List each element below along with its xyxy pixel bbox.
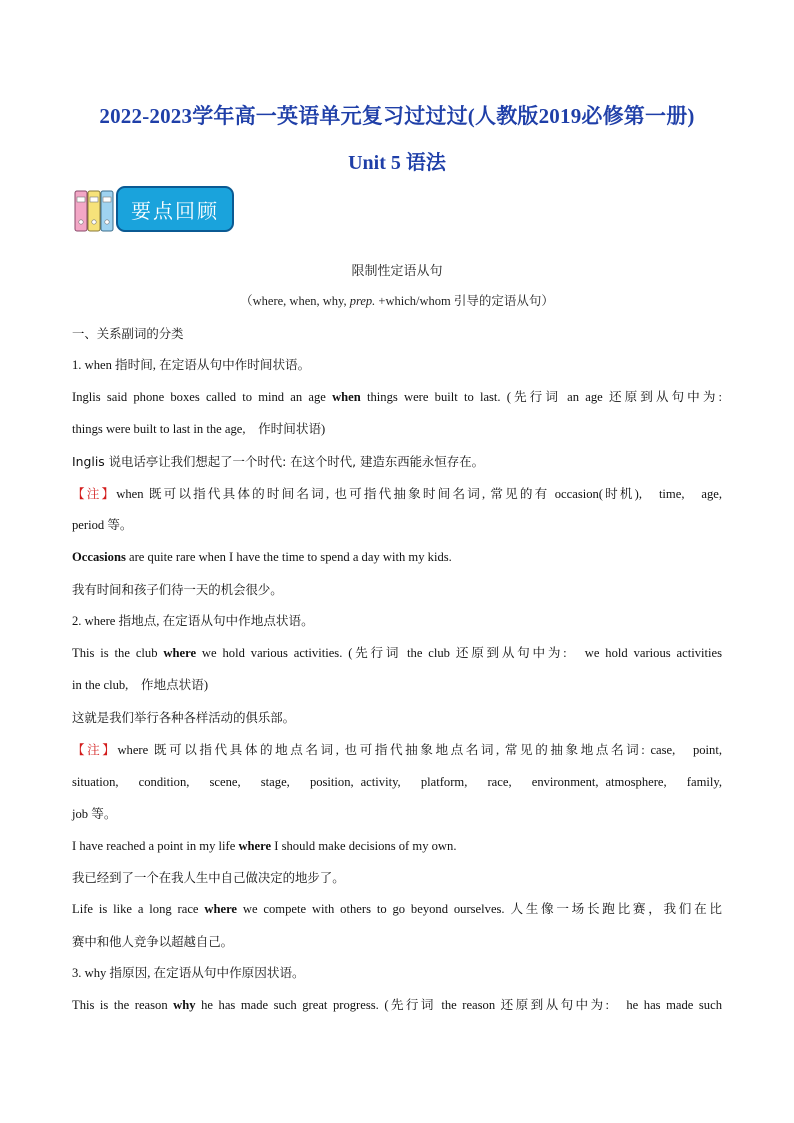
- section-heading: 限制性定语从句: [351, 264, 443, 279]
- example-why: This is the reason why he has made such great progress. (先行词 the reason 还原到从句中为: he has made such: [72, 998, 722, 1013]
- example-where-translation: 这就是我们举行各种各样活动的俱乐部。: [72, 709, 296, 725]
- example-point-translation: 我已经到了一个在我人生中自己做决定的地步了。: [72, 870, 345, 886]
- binders-icon: [74, 189, 116, 233]
- example-occasions: Occasions are quite rare when I have the time to spend a day with my kids.: [72, 550, 452, 565]
- example-when: Inglis said phone boxes called to mind an age when things were built to last. (先行词 an age 还原到从句中为:: [72, 389, 722, 404]
- example-where: This is the club where we hold various activities. (先行词 the club 还原到从句中为: we hold various activities: [72, 646, 723, 661]
- rule-when: 1. when 指时间, 在定语从句中作时间状语。: [72, 357, 311, 372]
- example-when-cont: things were built to last in the age, 作时间状语): [72, 421, 326, 436]
- rule-why: 3. why 指原因, 在定语从句中作原因状语。: [72, 966, 305, 981]
- banner-label: 要点回顾: [116, 186, 234, 232]
- example-race-cont: 赛中和他人竞争以超越自己。: [72, 934, 234, 950]
- example-occasions-translation: 我有时间和孩子们待一天的机会很少。: [72, 582, 283, 598]
- section-banner: [74, 186, 238, 236]
- rule-where: 2. where 指地点, 在定语从句中作地点状语。: [72, 614, 314, 629]
- note-when: 【注】when 既可以指代具体的时间名词, 也可指代抽象时间名词, 常见的有 occasion(时机), time, age,: [72, 485, 723, 501]
- document-title: 2022-2023学年高一英语单元复习过过过(人教版2019必修第一册): [99, 104, 695, 128]
- section-subheading: （where, when, why, prep. +which/whom 引导的定语从句）: [240, 294, 554, 308]
- example-race: Life is like a long race where we compete with others to go beyond ourselves. 人生像一场长跑比赛，我们在比: [72, 902, 723, 917]
- note-where-cont: job 等。: [72, 806, 117, 821]
- part-title: 一、关系副词的分类: [72, 326, 184, 341]
- note-when-cont: period 等。: [72, 518, 133, 533]
- example-point: I have reached a point in my life where I should make decisions of my own.: [72, 838, 457, 853]
- document-subtitle: Unit 5 语法: [348, 152, 446, 174]
- example-where-cont: in the club, 作地点状语): [72, 677, 209, 692]
- note-where: 【注】where 既可以指代具体的地点名词, 也可指代抽象地点名词, 常见的抽象地点名词: case, point,: [72, 741, 723, 757]
- example-when-translation: Inglis 说电话亭让我们想起了一个时代: 在这个时代, 建造东西能永恒存在。: [72, 453, 484, 469]
- note-where-list: situation, condition, scene, stage, position, activity, platform, race, environment, atmosphere, family,: [72, 774, 722, 789]
- document-body: [72, 318, 722, 1022]
